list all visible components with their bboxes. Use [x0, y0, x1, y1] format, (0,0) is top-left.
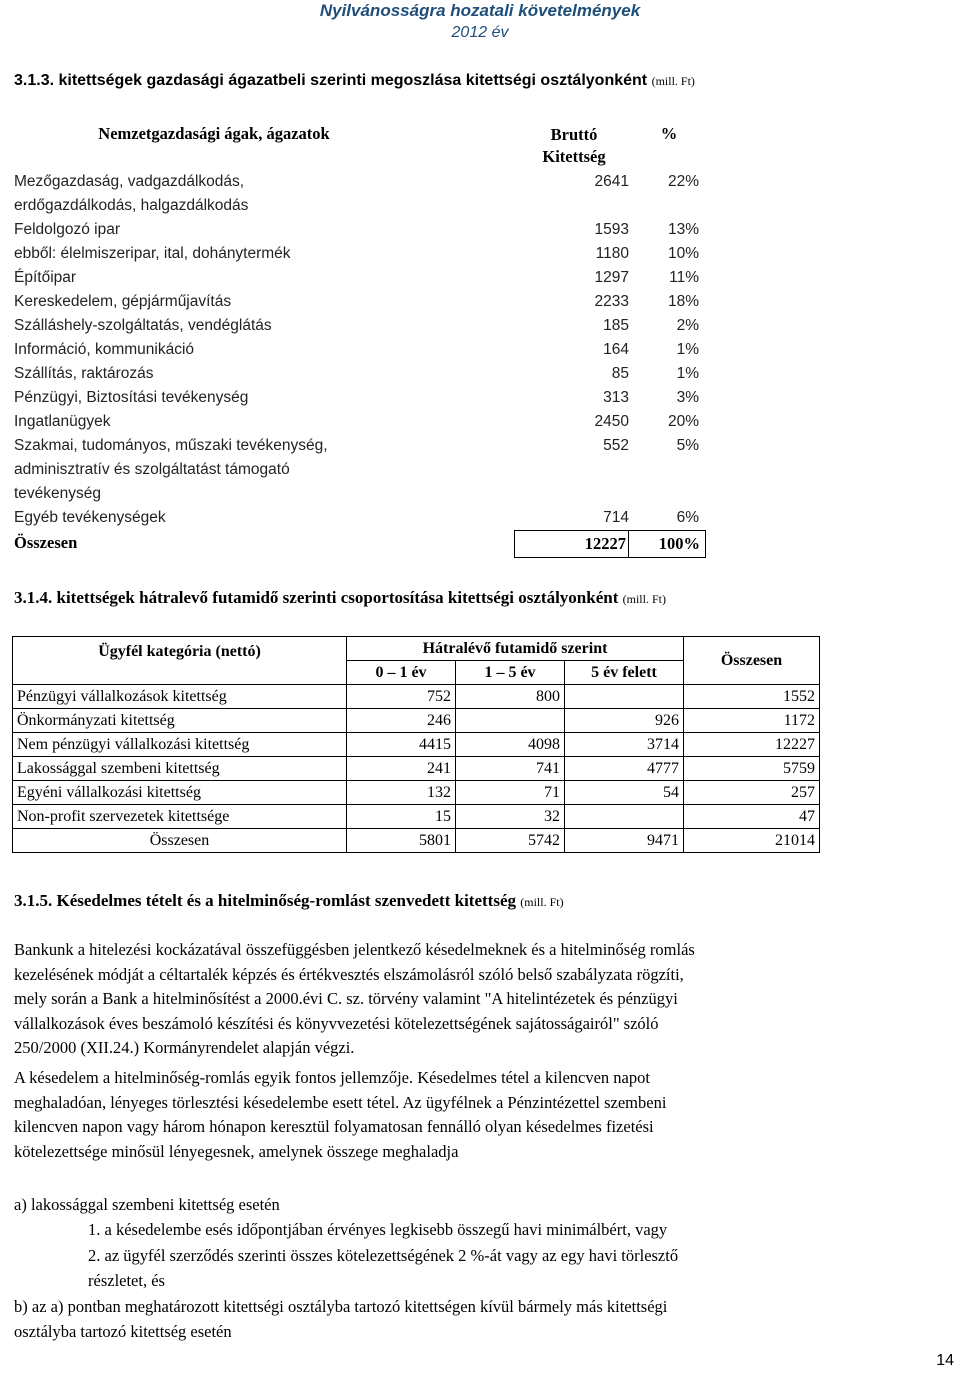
client-category: Pénzügyi vállalkozások kitettség	[13, 685, 347, 709]
subheader-1-5: 1 – 5 év	[456, 661, 565, 685]
gross-exposure-value: 2641	[594, 173, 629, 190]
table-row	[14, 242, 704, 266]
section-unit: (mill. Ft)	[520, 895, 564, 909]
subheader-over-5: 5 év felett	[565, 661, 684, 685]
sector-name-line: Ingatlanügyek	[14, 413, 111, 430]
sector-name-line: Építőipar	[14, 269, 77, 286]
header-title: Nyilvánosságra hozatali követelmények	[319, 1, 641, 20]
paragraph-line: kilencven napon vagy három hónapon keresztül folyamatosan fennálló olyan késedelmes fizetési	[14, 1117, 654, 1136]
section-title-314	[14, 588, 666, 608]
paragraph-line: kezelésének módját a céltartalék képzés és értékvesztés elszámolásról szóló belső szabályzata rögzíti,	[14, 964, 684, 984]
paragraph-line: meghaladóan, lényeges törlesztési késedelembe esett tétel. Az ügyfélnek a Pénzintézettel szembeni	[14, 1092, 667, 1112]
list-subitem-line: 2. az ügyfél szerződés szerinti összes kötelezettségének 2 %-át vagy az egy havi törlesztő	[88, 1246, 679, 1265]
sector-name	[14, 242, 494, 266]
table-row	[14, 386, 704, 410]
total-percent: 100%	[658, 534, 700, 553]
table-row	[14, 266, 704, 290]
value-total: 257	[684, 781, 820, 805]
section-unit: (mill. Ft)	[651, 74, 695, 88]
percent-value: 5%	[676, 437, 699, 454]
value-0-1: 15	[347, 805, 456, 829]
client-category: Nem pénzügyi vállalkozási kitettség	[13, 733, 347, 757]
sector-name-line: Egyéb tevékenységek	[14, 509, 166, 526]
table-row	[14, 410, 704, 434]
sector-name	[14, 314, 494, 338]
paragraph-line: 250/2000 (XII.24.) Kormányrendelet alapján végzi.	[14, 1038, 355, 1057]
list-item-a: a) lakossággal szembeni kitettség esetén	[14, 1195, 280, 1214]
list-item-b	[14, 1295, 958, 1344]
total-divider	[628, 530, 629, 558]
table-total-row	[14, 530, 704, 556]
value-over-5: 54	[565, 781, 684, 805]
value-0-1: 241	[347, 757, 456, 781]
value-1-5	[456, 709, 565, 733]
value-1-5: 800	[456, 685, 565, 709]
sector-name	[14, 218, 494, 242]
table-row	[14, 434, 704, 506]
client-category: Lakossággal szembeni kitettség	[13, 757, 347, 781]
sector-name-line: ebből: élelmiszeripar, ital, dohánytermék	[14, 245, 291, 262]
table-row	[14, 338, 704, 362]
sector-exposure-table	[14, 120, 704, 556]
table-row	[13, 757, 820, 781]
value-over-5: 926	[565, 709, 684, 733]
percent-value: 6%	[676, 509, 699, 526]
percent-value: 20%	[667, 413, 699, 430]
table-body	[14, 170, 704, 530]
sector-name-line: erdőgazdálkodás, halgazdálkodás	[14, 197, 249, 214]
gross-exposure-value: 1180	[595, 245, 629, 262]
client-category: Önkormányzati kitettség	[13, 709, 347, 733]
paragraph-line: mely során a Bank a hitelminősítést a 2000.évi C. sz. törvény valamint "A hitelintézetek és pénzügyi	[14, 989, 678, 1008]
table-row	[13, 709, 820, 733]
total-label: Összesen	[13, 829, 347, 853]
value-0-1: 4415	[347, 733, 456, 757]
table-row	[14, 218, 704, 242]
paragraph-line: kötelezettsége minősül lényegesnek, amelynek összege meghaladja	[14, 1141, 459, 1161]
paragraph-line: vállalkozások éves beszámoló készítési és könyvvezetési kötelezettségének sajátosságairól" szóló	[14, 1013, 659, 1033]
table-row	[14, 506, 704, 530]
table-row	[14, 290, 704, 314]
total-over-5: 9471	[565, 829, 684, 853]
header-client-category: Ügyfél kategória (nettó)	[13, 637, 347, 685]
table-row	[13, 685, 820, 709]
header-gross-exposure	[519, 124, 629, 168]
gross-exposure-value: 164	[603, 341, 629, 358]
percent-value: 13%	[667, 221, 699, 238]
total-1-5: 5742	[456, 829, 565, 853]
sector-name-line: Pénzügyi, Biztosítási tevékenység	[14, 389, 249, 406]
total-label: Összesen	[14, 533, 78, 552]
header-year: 2012 év	[451, 24, 509, 41]
table-row	[13, 781, 820, 805]
sector-name	[14, 386, 494, 410]
sector-name	[14, 290, 494, 314]
percent-value: 10%	[667, 245, 699, 262]
value-1-5: 71	[456, 781, 565, 805]
sector-name	[14, 266, 494, 290]
page-number: 14	[936, 1352, 954, 1369]
section-title-text: 3.1.4. kitettségek hátralevő futamidő szerinti csoportosítása kitettségi osztályonként	[14, 588, 619, 607]
table-row	[14, 314, 704, 338]
paragraph-line: b) az a) pontban meghatározott kitettségi osztályba tartozó kitettségen kívül bármely más kitettségi	[14, 1297, 668, 1316]
percent-value: 3%	[676, 389, 699, 406]
percent-value: 18%	[667, 293, 699, 310]
paragraph-line: osztályba tartozó kitettség esetén	[14, 1321, 232, 1341]
value-total: 1552	[684, 685, 820, 709]
sector-name	[14, 434, 494, 506]
value-over-5: 4777	[565, 757, 684, 781]
paragraph-line: Bankunk a hitelezési kockázatával összefüggésben jelentkező késedelmeknek és a hitelminőség romlás	[14, 940, 695, 959]
section-title-text: 3.1.5. Késedelmes tételt és a hitelminőség-romlást szenvedett kitettség	[14, 891, 516, 910]
sector-name	[14, 362, 494, 386]
sector-name-line: Szakmai, tudományos, műszaki tevékenység,	[14, 437, 328, 454]
value-total: 47	[684, 805, 820, 829]
percent-value: 11%	[669, 269, 699, 286]
table-row	[14, 362, 704, 386]
gross-exposure-value: 1297	[594, 269, 629, 286]
value-0-1: 752	[347, 685, 456, 709]
header-total: Összesen	[684, 637, 820, 685]
table-total-row	[13, 829, 820, 853]
gross-exposure-value: 85	[611, 365, 629, 382]
list-subitem-1: 1. a késedelembe esés időpontjában érvényes legkisebb összegű havi minimálbért, vagy	[88, 1220, 668, 1239]
sector-name-line: adminisztratív és szolgáltatást támogató	[14, 461, 290, 478]
header-exposure: Kitettség	[542, 147, 606, 166]
value-over-5	[565, 805, 684, 829]
total-value: 12227	[584, 534, 626, 553]
value-total: 12227	[684, 733, 820, 757]
gross-exposure-value: 185	[603, 317, 629, 334]
gross-exposure-value: 2233	[594, 293, 629, 310]
gross-exposure-value: 313	[603, 389, 629, 406]
sector-name-line: Szállítás, raktározás	[14, 365, 154, 382]
client-category: Egyéni vállalkozási kitettség	[13, 781, 347, 805]
header-remaining-maturity: Hátralévő futamidő szerint	[347, 637, 684, 661]
sector-name	[14, 170, 494, 218]
section-unit: (mill. Ft)	[622, 592, 666, 606]
value-0-1: 132	[347, 781, 456, 805]
gross-exposure-value: 1593	[594, 221, 629, 238]
percent-value: 2%	[676, 317, 699, 334]
sector-name	[14, 410, 494, 434]
gross-exposure-value: 714	[603, 509, 629, 526]
maturity-table	[12, 636, 820, 853]
value-1-5: 4098	[456, 733, 565, 757]
gross-exposure-value: 552	[603, 437, 629, 454]
sector-name-line: Feldolgozó ipar	[14, 221, 120, 238]
total-0-1: 5801	[347, 829, 456, 853]
paragraph-2	[14, 1066, 958, 1164]
value-total: 1172	[684, 709, 820, 733]
value-0-1: 246	[347, 709, 456, 733]
sector-name-line: Kereskedelem, gépjárműjavítás	[14, 293, 232, 310]
percent-value: 1%	[676, 365, 699, 382]
value-total: 5759	[684, 757, 820, 781]
total-sum: 21014	[684, 829, 820, 853]
gross-exposure-value: 2450	[594, 413, 629, 430]
sector-name-line: Mezőgazdaság, vadgazdálkodás,	[14, 173, 245, 190]
subheader-0-1: 0 – 1 év	[347, 661, 456, 685]
header-gross: Bruttó	[550, 125, 598, 144]
sector-name	[14, 338, 494, 362]
header-percent: %	[660, 124, 678, 143]
sector-name-line: Információ, kommunikáció	[14, 341, 195, 358]
table-header-row	[13, 637, 820, 661]
list-subitem-line: részletet, és	[88, 1270, 165, 1290]
section-title-315	[14, 891, 564, 911]
sector-name	[14, 506, 494, 530]
percent-value: 1%	[676, 341, 699, 358]
percent-value: 22%	[667, 173, 699, 190]
sector-name-line: Szálláshely-szolgáltatás, vendéglátás	[14, 317, 272, 334]
value-over-5: 3714	[565, 733, 684, 757]
section-title-313	[14, 72, 695, 90]
client-category: Non-profit szervezetek kitettsége	[13, 805, 347, 829]
section-title-text: 3.1.3. kitettségek gazdasági ágazatbeli szerinti megoszlása kitettségi osztályonként	[14, 72, 648, 89]
value-1-5: 32	[456, 805, 565, 829]
paragraph-1	[14, 938, 958, 1061]
table-row	[13, 733, 820, 757]
value-over-5	[565, 685, 684, 709]
paragraph-line: A késedelem a hitelminőség-romlás egyik fontos jellemzője. Késedelmes tétel a kilencven napot	[14, 1068, 650, 1087]
table-header	[14, 120, 704, 170]
table-row	[14, 170, 704, 218]
value-1-5: 741	[456, 757, 565, 781]
list-subitem-2	[88, 1244, 958, 1293]
sector-name-line: tevékenység	[14, 485, 102, 502]
table-row	[13, 805, 820, 829]
table-body	[13, 685, 820, 829]
header-sector: Nemzetgazdasági ágak, ágazatok	[98, 124, 330, 143]
